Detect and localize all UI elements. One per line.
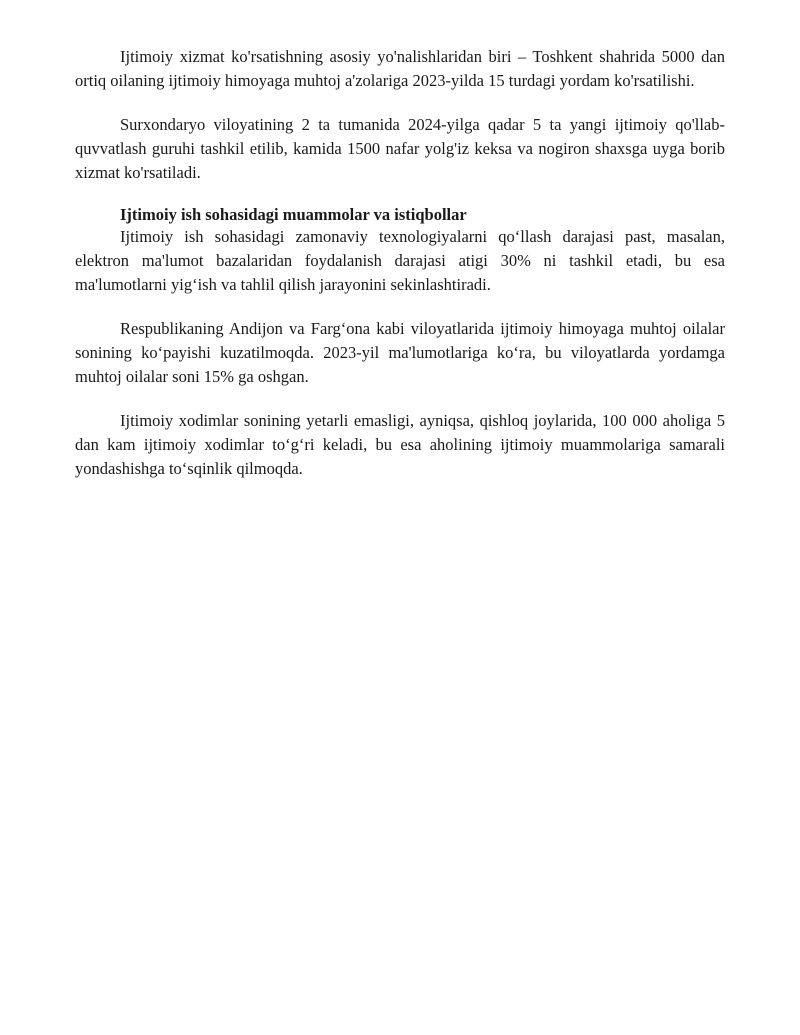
- paragraph-technology-usage: Ijtimoiy ish sohasidagi zamonaviy texnologiyalarni qo‘llash darajasi past, masalan, elektron ma'lumot bazalaridan foydalanish darajasi atigi 30% ni tashkil etadi, bu esa ma'lumotlarni yig‘ish va tahlil qilish jarayonini sekinlashtiradi.: [75, 227, 725, 294]
- paragraph-andijon-fargona-families: Respublikaning Andijon va Farg‘ona kabi viloyatlarida ijtimoiy himoyaga muhtoj oilalar sonining ko‘payishi kuzatilmoqda. 2023-yil ma'lumotlariga ko‘ra, bu viloyatlarda yordamga muhtoj oilalar soni 15% ga oshgan.: [75, 319, 725, 386]
- paragraph-surxondaryo-support-groups: Surxondaryo viloyatining 2 ta tumanida 2024-yilga qadar 5 ta yangi ijtimoiy qo'llab-quvvatlash guruhi tashkil etilib, kamida 1500 nafar yolg'iz keksa va nogiron shaxsga uyga borib xizmat ko'rsatiladi.: [75, 115, 725, 182]
- document-page: [75, 45, 725, 501]
- paragraph-social-workers-shortage: Ijtimoiy xodimlar sonining yetarli emasligi, ayniqsa, qishloq joylarida, 100 000 aholiga 5 dan kam ijtimoiy xodimlar to‘g‘ri keladi, bu esa aholining ijtimoiy muammolariga samarali yondashishga to‘sqinlik qilmoqda.: [75, 411, 725, 478]
- section-heading: Ijtimoiy ish sohasidagi muammolar va istiqbollar: [120, 205, 467, 224]
- paragraph-social-services-tashkent: Ijtimoiy xizmat ko'rsatishning asosiy yo'nalishlaridan biri – Toshkent shahrida 5000 dan ortiq oilaning ijtimoiy himoyaga muhtoj a'zolariga 2023-yilda 15 turdagi yordam ko'rsatilishi.: [75, 47, 725, 90]
